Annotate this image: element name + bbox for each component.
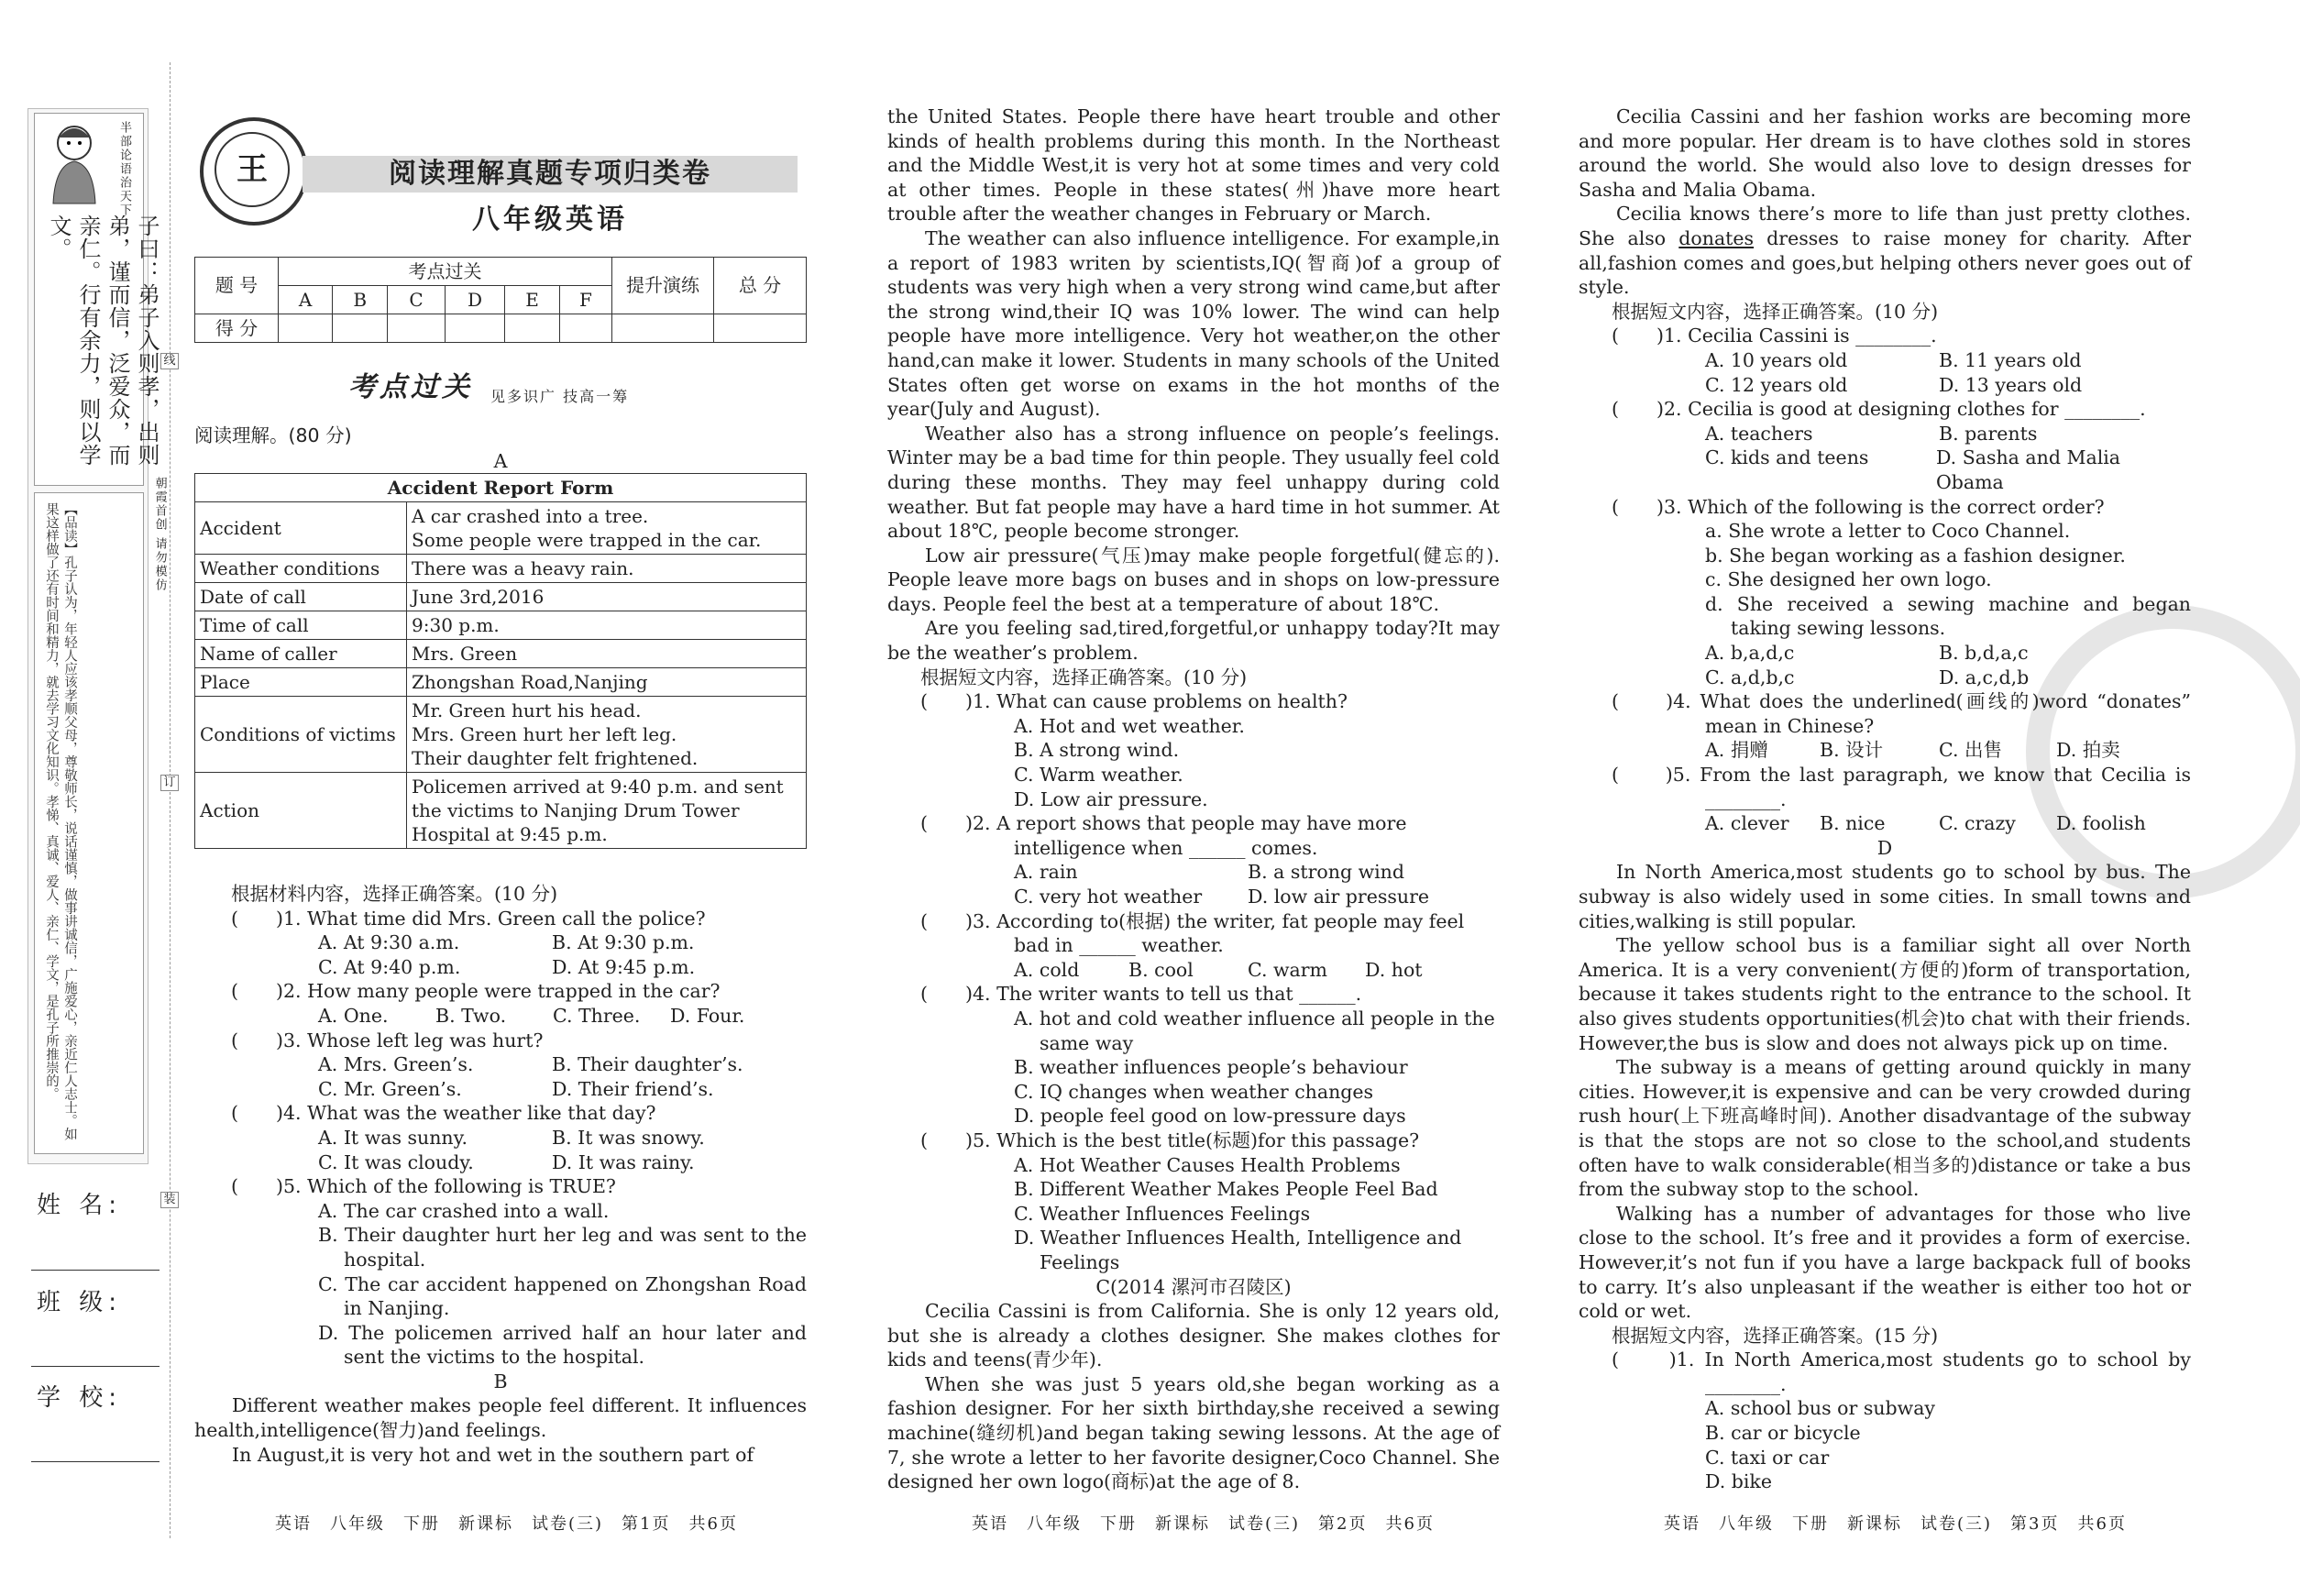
option[interactable]: A. Hot and wet weather. [1014,714,1245,737]
form-key: Time of call [195,611,407,640]
option[interactable]: D. low air pressure [1248,886,1430,908]
paragraph: The weather can also influence intelligence. For example,in a report of 1983 writen by scientists,IQ(智商)of a group of students was very high when a very strong wind came,but after the strong wind,their IQ was 10% lower. The wind can help people have more intelligence. Very hot weather,on the other hand,can make it lower. Students in many schools of the United States often get worse on exams in the hot months of the year(July and August). [887,226,1500,421]
option[interactable]: A. 捐赠 [1705,739,1768,762]
motto-box [34,113,160,486]
paragraph: Weather also has a strong influence on people’s feelings. Winter may be a bad time for thin people. They usually feel cold during these months. They may feel unhappy during cold weather. But fat people may have a hard time in hot summer. At about 18℃, people become stronger. [887,422,1500,543]
option[interactable]: C. crazy [1939,812,2016,835]
section-banner-sub: 见多识广 技高一筹 [490,388,630,405]
score-header-kaodian: 考点过关 [279,258,612,286]
statement: d. She received a sewing machine and began taking sewing lessons. [1705,592,2191,640]
options [1579,348,2191,373]
paragraph: Cecilia knows there’s more to life than just pretty clothes. She also donates dresses to raise money for charity. After all,fashion comes and goes,but helping others never goes out of style. [1579,203,2191,299]
question: ( )5. Which of the following is TRUE? [231,1175,616,1198]
option[interactable]: A. The car crashed into a wall. [318,1199,610,1222]
score-cell[interactable] [333,314,388,343]
options [194,1077,807,1102]
option[interactable]: C. 出售 [1939,739,2002,762]
passage-a-label: A [493,450,508,472]
option[interactable]: C. taxi or car [1705,1446,1830,1469]
paragraph: When she was just 5 years old,she began working as a fashion designer. For her sixth birthday,she received a sewing machine(缝纫机)and began taking sewing lessons. At the age of 7, she wrote a letter to her favorite designer,Coco Channel. She designed her own logo(商标)at the age of 8. [887,1372,1500,1493]
option[interactable]: D. foolish [2056,812,2146,835]
paragraph: Low air pressure(气压)may make people forgetful(健忘的). People leave more bags on buses and in shops on low-pressure days. People feel the best at a temperature of about 18℃. [887,544,1500,615]
form-key: Weather conditions [195,555,407,583]
option[interactable]: D. Low air pressure. [1014,787,1208,810]
question-cont: bad in ______ weather. [1014,934,1224,957]
page-subtitle: 八年级英语 [472,204,628,236]
paragraph: In August,it is very hot and wet in the southern part of [232,1443,754,1466]
question: ( )1. In North America,most students go to school by ________. [1612,1348,2191,1395]
page-footer-3: 英语 八年级 下册 新课标 试卷(三) 第3页 共6页 [1664,1514,2127,1534]
name-field[interactable] [31,1270,160,1271]
paragraph: Different weather makes people feel different. It influences health,intelligence(智力)and feelings. [194,1394,807,1442]
question: ( )1. What can cause problems on health? [920,690,1348,713]
option[interactable]: C. The car accident happened on Zhongshan Road in Nanjing. [318,1272,807,1320]
score-cell[interactable] [559,314,611,343]
option[interactable]: D. At 9:45 p.m. [552,955,696,978]
school-field[interactable] [31,1461,160,1462]
question-cont: intelligence when ______ comes. [1014,836,1318,859]
option[interactable]: D. Sasha and Malia Obama [1935,446,2121,493]
option[interactable]: A. 10 years old [1705,348,1848,371]
confucius-figure-icon [42,119,106,207]
options [194,1126,807,1150]
option[interactable]: A. At 9:30 a.m. [318,931,460,954]
option[interactable]: A. It was sunny. [318,1126,468,1149]
options [1579,666,2191,690]
cut-mark-xian: 线 [160,353,179,369]
options [1579,373,2191,398]
paragraph: Cecilia Cassini and her fashion works are becoming more and more popular. Her dream is to have clothes sold in stores around the world. She would also love to design dresses for Sasha and Malia Obama. [1579,105,2191,201]
score-cell[interactable] [388,314,445,343]
score-letter: B [333,286,388,314]
form-key: Conditions of victims [195,697,407,773]
page-title: 阅读理解真题专项归类卷 [389,158,711,190]
instruction: 根据短文内容，选择正确答案。(10 分) [920,666,1248,688]
form-value: Policemen arrived at 9:40 p.m. and sent the victims to Nanjing Drum Tower Hospital at 9:45 p.m. [407,773,807,849]
option[interactable]: C. IQ changes when weather changes [1014,1080,1374,1103]
form-value: June 3rd,2016 [407,583,807,611]
passage-c-label: C(2014 漯河市召陵区) [1095,1275,1292,1298]
form-value: 9:30 p.m. [407,611,807,640]
options [887,860,1500,885]
options [194,930,807,955]
option[interactable]: B. parents [1939,422,2038,445]
page-footer-1: 英语 八年级 下册 新课标 试卷(三) 第1页 共6页 [275,1514,738,1534]
option[interactable]: D. Their friend’s. [552,1077,714,1100]
option[interactable]: B. 设计 [1820,739,1884,762]
form-key: Name of caller [195,640,407,668]
pindu-box [34,492,144,1154]
option[interactable]: B. a strong wind [1248,861,1405,884]
option[interactable]: D. The policemen arrived half an hour later and sent the victims to the hospital. [318,1321,807,1369]
passage-a-questions [194,882,807,1467]
instruction: 根据短文内容，选择正确答案。(10 分) [1612,300,1939,323]
class-label: 班 级: [37,1289,123,1316]
side-note: 朝霞首创 请勿模仿 [152,477,167,593]
option[interactable]: A. b,a,d,c [1705,642,1795,665]
form-value: Mr. Green hurt his head. Mrs. Green hurt her left leg. Their daughter felt frightened. [407,697,807,773]
option[interactable]: A. Mrs. Green’s. [318,1053,474,1076]
score-letter: D [445,286,504,314]
paragraph: the United States. People there have heart trouble and other kinds of health problems during this month. In the Northeast and the Middle West,it is very hot at some times and very cold at other times. People in these states(州)have more heart trouble after the weather changes in February or March. [887,105,1500,226]
paragraph: In North America,most students go to school by bus. The subway is also widely used in some cities. In small towns and cities,walking is still popular. [1579,861,2191,932]
section-title: 阅读理解。(80 分) [194,424,352,446]
option[interactable]: D. people feel good on low-pressure days [1014,1105,1406,1128]
class-field[interactable] [31,1366,160,1367]
option[interactable]: A. One. [318,1004,389,1027]
option[interactable]: B. A strong wind. [1014,739,1180,762]
question: ( )5. From the last paragraph, we know that Cecilia is ________. [1612,764,2191,810]
passage-d-label: D [1876,836,1893,859]
question: ( )4. What does the underlined(画线的)word “donates” mean in Chinese? [1612,690,2191,737]
paragraph: The subway is a means of getting around quickly in many cities. However,it is expensive and can be very crowded during rush hour(上下班高峰时间). Another disadvantage of the subway is that the stops are not so close to the school,and students often have to walk considerable(相当多的)distance or take a bus from the subway stop to the school. [1579,1056,2191,1201]
question: ( )3. Whose left leg was hurt? [231,1029,544,1051]
form-key: Place [195,668,407,697]
option[interactable]: C. kids and teens [1705,446,1869,469]
question: ( )2. A report shows that people may have more [920,812,1407,835]
column-2 [887,105,1500,1494]
option[interactable]: C. Mr. Green’s. [318,1077,462,1100]
cut-mark-zhuang: 装 [160,1192,179,1208]
score-letter: A [279,286,333,314]
score-letter: C [388,286,445,314]
question: ( )1. Cecilia Cassini is ________. [1612,325,1937,347]
option[interactable]: B. car or bicycle [1705,1422,1861,1445]
form-value: There was a heavy rain. [407,555,807,583]
option[interactable]: A. hot and cold weather influence all people in the same way [1014,1007,1495,1054]
option[interactable]: D. 拍卖 [2056,739,2120,762]
option[interactable]: C. a,d,b,c [1705,666,1795,688]
options [1579,422,2191,446]
publisher-logo: 王 [200,117,308,226]
score-header-zongfen: 总 分 [714,258,807,314]
option[interactable]: B. nice [1820,812,1886,835]
option[interactable]: D. 13 years old [1939,373,2083,396]
option[interactable]: B. It was snowy. [552,1126,705,1149]
options [1579,811,2191,836]
score-letter: F [559,286,611,314]
cut-mark-ding: 订 [160,775,179,791]
score-row-label: 得 分 [195,314,279,343]
option[interactable]: A. school bus or subway [1705,1397,1936,1420]
options [1579,738,2191,763]
school-label: 学 校: [37,1384,123,1412]
form-value: A car crashed into a tree. Some people were trapped in the car. [407,502,807,555]
option[interactable]: D. a,c,d,b [1939,666,2030,688]
options [194,1052,807,1077]
option[interactable]: B. Their daughter’s. [552,1053,743,1076]
option[interactable]: D. It was rainy. [552,1150,695,1173]
form-value: Mrs. Green [407,640,807,668]
paragraph: Are you feeling sad,tired,forgetful,or unhappy today?It may be the weather’s problem. [887,617,1500,665]
option[interactable]: B. Two. [435,1004,507,1027]
page-footer-2: 英语 八年级 下册 新课标 试卷(三) 第2页 共6页 [972,1514,1435,1534]
option[interactable]: A. teachers [1705,422,1813,445]
option[interactable]: B. At 9:30 p.m. [552,931,695,954]
option[interactable]: A. clever [1705,812,1789,835]
options [1579,446,2191,494]
score-cell[interactable] [505,314,560,343]
paragraph: Walking has a number of advantages for those who live close to the school. It’s free and it provides a form of exercise. However,it’s not fun if you have a large backpack full of books to carry. It’s also unpleasant if the weather is either too hot or cold or wet. [1579,1202,2191,1323]
question: ( )5. Which is the best title(标题)for this passage? [920,1128,1420,1151]
score-header-tihao: 题 号 [195,258,279,314]
form-key: Date of call [195,583,407,611]
option[interactable]: B. b,d,a,c [1939,642,2029,665]
score-header-tisheng: 提升演练 [612,258,714,314]
options [194,1004,807,1029]
option[interactable]: B. weather influences people’s behaviour [1014,1056,1408,1079]
column-3 [1579,105,2191,1494]
option[interactable]: A. rain [1014,861,1078,884]
option[interactable]: D. Four. [670,1004,745,1027]
question: ( )4. The writer wants to tell us that ______. [920,983,1362,1006]
option[interactable]: A. Hot Weather Causes Health Problems [1014,1153,1401,1176]
options [194,1150,807,1175]
option[interactable]: B. cool [1128,958,1194,981]
paragraph: Cecilia Cassini is from California. She is only 12 years old, but she is already a clothes designer. She makes clothes for kids and teens(青少年). [887,1300,1500,1371]
form-value: Zhongshan Road,Nanjing [407,668,807,697]
underlined-word: donates [1678,226,1755,249]
statement: a. She wrote a letter to Coco Channel. [1705,520,2071,543]
option[interactable]: C. 12 years old [1705,373,1848,396]
option[interactable]: C. Warm weather. [1014,764,1183,787]
option[interactable]: B. Their daughter hurt her leg and was sent to the hospital. [318,1224,807,1271]
question: ( )1. What time did Mrs. Green call the police? [231,907,706,930]
option[interactable]: C. At 9:40 p.m. [318,955,461,978]
form-key: Accident [195,502,407,555]
option[interactable]: D. bike [1705,1470,1772,1493]
instruction: 根据材料内容，选择正确答案。(10 分) [231,883,558,905]
option[interactable]: C. Three. [553,1004,641,1027]
score-cell[interactable] [445,314,504,343]
option[interactable]: D. Weather Influences Health, Intelligence and Feelings [1014,1227,1462,1273]
option[interactable]: C. It was cloudy. [318,1150,474,1173]
form-title: Accident Report Form [195,474,807,502]
instruction: 根据短文内容，选择正确答案。(15 分) [1612,1324,1939,1347]
section-banner: 考点过关 [348,371,473,403]
score-letter: E [505,286,560,314]
pindu-text: 【品读】孔子认为，年轻人应该孝顺父母，尊敬师长，说话谨慎，做事讲诚信，广施爱心，亲近仁人志士。如果这样做了还有时间和精力，就去学习文化知识。孝悌、真诚、爱人、亲仁、学文，是孔子所推崇的。 [44,502,77,1140]
score-cell[interactable] [714,314,807,343]
motto-text: 子曰：弟子入则孝，出则弟，谨而信，泛爱众，而亲仁。行有余力，则以学文。 [46,215,160,467]
statement: c. She designed her own logo. [1705,568,1992,591]
form-key: Action [195,773,407,849]
option[interactable]: B. 11 years old [1939,348,2082,371]
score-table [194,257,807,343]
statement: b. She began working as a fashion designer. [1705,544,2126,567]
option[interactable]: C. warm [1248,958,1327,981]
option[interactable]: B. Different Weather Makes People Feel Bad [1014,1178,1438,1201]
name-label: 姓 名: [37,1192,123,1219]
option[interactable]: D. hot [1365,958,1423,981]
question: ( )4. What was the weather like that day? [231,1102,656,1125]
options [887,958,1500,983]
question: ( )3. Which of the following is the correct order? [1612,495,2105,518]
score-cell[interactable] [279,314,333,343]
options [887,885,1500,909]
paragraph: The yellow school bus is a familiar sight all over North America. It is a very convenient(方便的)form of transportation, because it takes students right to the entrance to the school. It also gives students opportunities(机会)to chat with their friends. However,the bus is slow and does not always pick up on time. [1579,934,2191,1054]
option[interactable]: A. cold [1014,958,1080,981]
option[interactable]: C. Weather Influences Feelings [1014,1202,1311,1225]
accident-report-table [194,473,807,849]
cut-line [170,62,171,1538]
motto-caption: 半部论语治天下 [117,121,131,217]
question: ( )2. How many people were trapped in the car? [231,980,721,1003]
question: ( )3. According to(根据) the writer, fat people may feel [920,909,1465,932]
options [1579,641,2191,666]
option[interactable]: C. very hot weather [1014,886,1203,908]
score-cell[interactable] [612,314,714,343]
passage-b-label: B [493,1370,508,1392]
options [194,955,807,980]
question: ( )2. Cecilia is good at designing clothes for ________. [1612,398,2146,421]
